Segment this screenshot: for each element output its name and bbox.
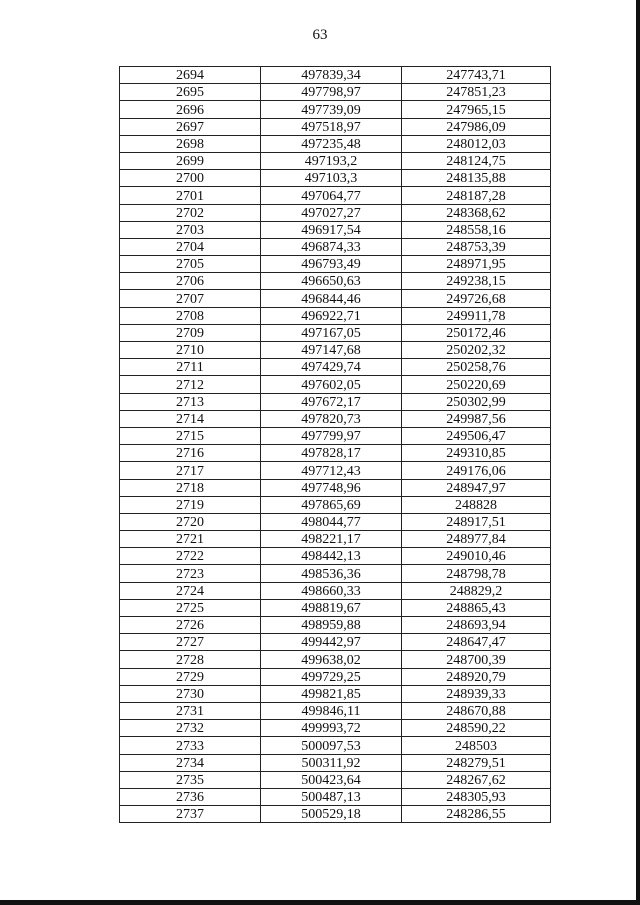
point-number-cell: 2697 <box>120 118 261 135</box>
x-coordinate-cell: 497748,96 <box>261 479 402 496</box>
table-row <box>120 702 551 719</box>
x-coordinate-cell: 500529,18 <box>261 806 402 823</box>
table-row <box>120 599 551 616</box>
table-row <box>120 118 551 135</box>
point-number-cell: 2721 <box>120 531 261 548</box>
y-coordinate-cell: 248917,51 <box>402 513 551 530</box>
table-row <box>120 290 551 307</box>
x-coordinate-cell: 499729,25 <box>261 668 402 685</box>
point-number-cell: 2728 <box>120 651 261 668</box>
y-coordinate-cell: 249911,78 <box>402 307 551 324</box>
table-row <box>120 135 551 152</box>
x-coordinate-cell: 499846,11 <box>261 702 402 719</box>
x-coordinate-cell: 498044,77 <box>261 513 402 530</box>
table-row <box>120 410 551 427</box>
table-row <box>120 445 551 462</box>
y-coordinate-cell: 248279,51 <box>402 754 551 771</box>
point-number-cell: 2718 <box>120 479 261 496</box>
point-number-cell: 2696 <box>120 101 261 118</box>
point-number-cell: 2731 <box>120 702 261 719</box>
table-row <box>120 101 551 118</box>
y-coordinate-cell: 248187,28 <box>402 187 551 204</box>
y-coordinate-cell: 248829,2 <box>402 582 551 599</box>
point-number-cell: 2701 <box>120 187 261 204</box>
table-row <box>120 479 551 496</box>
x-coordinate-cell: 497602,05 <box>261 376 402 393</box>
x-coordinate-cell: 496874,33 <box>261 238 402 255</box>
x-coordinate-cell: 498819,67 <box>261 599 402 616</box>
point-number-cell: 2727 <box>120 634 261 651</box>
point-number-cell: 2700 <box>120 170 261 187</box>
coordinates-table-body <box>120 67 551 823</box>
table-row <box>120 754 551 771</box>
y-coordinate-cell: 249506,47 <box>402 427 551 444</box>
x-coordinate-cell: 497828,17 <box>261 445 402 462</box>
point-number-cell: 2706 <box>120 273 261 290</box>
x-coordinate-cell: 497064,77 <box>261 187 402 204</box>
y-coordinate-cell: 249726,68 <box>402 290 551 307</box>
table-row <box>120 307 551 324</box>
x-coordinate-cell: 497167,05 <box>261 324 402 341</box>
table-row <box>120 221 551 238</box>
table-row <box>120 685 551 702</box>
point-number-cell: 2694 <box>120 67 261 84</box>
point-number-cell: 2732 <box>120 720 261 737</box>
x-coordinate-cell: 499821,85 <box>261 685 402 702</box>
table-row <box>120 84 551 101</box>
y-coordinate-cell: 250302,99 <box>402 393 551 410</box>
table-row <box>120 393 551 410</box>
point-number-cell: 2716 <box>120 445 261 462</box>
point-number-cell: 2733 <box>120 737 261 754</box>
x-coordinate-cell: 497103,3 <box>261 170 402 187</box>
table-row <box>120 496 551 513</box>
x-coordinate-cell: 497672,17 <box>261 393 402 410</box>
table-row <box>120 170 551 187</box>
x-coordinate-cell: 497518,97 <box>261 118 402 135</box>
point-number-cell: 2707 <box>120 290 261 307</box>
y-coordinate-cell: 248012,03 <box>402 135 551 152</box>
y-coordinate-cell: 249010,46 <box>402 548 551 565</box>
x-coordinate-cell: 498536,36 <box>261 565 402 582</box>
table-row <box>120 513 551 530</box>
table-row <box>120 617 551 634</box>
y-coordinate-cell: 248305,93 <box>402 788 551 805</box>
y-coordinate-cell: 248558,16 <box>402 221 551 238</box>
y-coordinate-cell: 249238,15 <box>402 273 551 290</box>
point-number-cell: 2710 <box>120 342 261 359</box>
y-coordinate-cell: 248700,39 <box>402 651 551 668</box>
x-coordinate-cell: 496844,46 <box>261 290 402 307</box>
table-row <box>120 737 551 754</box>
table-row <box>120 668 551 685</box>
point-number-cell: 2704 <box>120 238 261 255</box>
x-coordinate-cell: 497739,09 <box>261 101 402 118</box>
x-coordinate-cell: 498442,13 <box>261 548 402 565</box>
table-row <box>120 565 551 582</box>
x-coordinate-cell: 500487,13 <box>261 788 402 805</box>
y-coordinate-cell: 248798,78 <box>402 565 551 582</box>
coordinates-table <box>119 66 551 823</box>
x-coordinate-cell: 500423,64 <box>261 771 402 788</box>
scan-edge-bottom <box>0 900 640 905</box>
y-coordinate-cell: 250172,46 <box>402 324 551 341</box>
point-number-cell: 2723 <box>120 565 261 582</box>
point-number-cell: 2735 <box>120 771 261 788</box>
y-coordinate-cell: 250202,32 <box>402 342 551 359</box>
point-number-cell: 2719 <box>120 496 261 513</box>
point-number-cell: 2708 <box>120 307 261 324</box>
table-row <box>120 152 551 169</box>
x-coordinate-cell: 497839,34 <box>261 67 402 84</box>
y-coordinate-cell: 248670,88 <box>402 702 551 719</box>
x-coordinate-cell: 497027,27 <box>261 204 402 221</box>
table-row <box>120 376 551 393</box>
y-coordinate-cell: 248920,79 <box>402 668 551 685</box>
x-coordinate-cell: 496793,49 <box>261 256 402 273</box>
point-number-cell: 2717 <box>120 462 261 479</box>
x-coordinate-cell: 497193,2 <box>261 152 402 169</box>
point-number-cell: 2722 <box>120 548 261 565</box>
point-number-cell: 2714 <box>120 410 261 427</box>
x-coordinate-cell: 497820,73 <box>261 410 402 427</box>
x-coordinate-cell: 497235,48 <box>261 135 402 152</box>
x-coordinate-cell: 499442,97 <box>261 634 402 651</box>
x-coordinate-cell: 498959,88 <box>261 617 402 634</box>
table-row <box>120 582 551 599</box>
y-coordinate-cell: 248971,95 <box>402 256 551 273</box>
point-number-cell: 2695 <box>120 84 261 101</box>
x-coordinate-cell: 500311,92 <box>261 754 402 771</box>
table-row <box>120 771 551 788</box>
x-coordinate-cell: 497798,97 <box>261 84 402 101</box>
point-number-cell: 2713 <box>120 393 261 410</box>
y-coordinate-cell: 248947,97 <box>402 479 551 496</box>
point-number-cell: 2712 <box>120 376 261 393</box>
y-coordinate-cell: 247965,15 <box>402 101 551 118</box>
table-row <box>120 634 551 651</box>
x-coordinate-cell: 498660,33 <box>261 582 402 599</box>
point-number-cell: 2702 <box>120 204 261 221</box>
table-row <box>120 806 551 823</box>
table-row <box>120 359 551 376</box>
table-row <box>120 342 551 359</box>
point-number-cell: 2725 <box>120 599 261 616</box>
y-coordinate-cell: 247986,09 <box>402 118 551 135</box>
table-row <box>120 720 551 737</box>
table-row <box>120 788 551 805</box>
y-coordinate-cell: 249176,06 <box>402 462 551 479</box>
y-coordinate-cell: 249987,56 <box>402 410 551 427</box>
x-coordinate-cell: 497147,68 <box>261 342 402 359</box>
point-number-cell: 2715 <box>120 427 261 444</box>
table-row <box>120 651 551 668</box>
x-coordinate-cell: 500097,53 <box>261 737 402 754</box>
point-number-cell: 2720 <box>120 513 261 530</box>
table-row <box>120 324 551 341</box>
point-number-cell: 2698 <box>120 135 261 152</box>
x-coordinate-cell: 497865,69 <box>261 496 402 513</box>
y-coordinate-cell: 248368,62 <box>402 204 551 221</box>
table-row <box>120 256 551 273</box>
x-coordinate-cell: 496917,54 <box>261 221 402 238</box>
point-number-cell: 2724 <box>120 582 261 599</box>
y-coordinate-cell: 248267,62 <box>402 771 551 788</box>
y-coordinate-cell: 250258,76 <box>402 359 551 376</box>
table-row <box>120 548 551 565</box>
point-number-cell: 2726 <box>120 617 261 634</box>
table-row <box>120 273 551 290</box>
y-coordinate-cell: 248647,47 <box>402 634 551 651</box>
y-coordinate-cell: 248753,39 <box>402 238 551 255</box>
table-row <box>120 238 551 255</box>
y-coordinate-cell: 249310,85 <box>402 445 551 462</box>
y-coordinate-cell: 247851,23 <box>402 84 551 101</box>
point-number-cell: 2729 <box>120 668 261 685</box>
y-coordinate-cell: 248590,22 <box>402 720 551 737</box>
table-row <box>120 204 551 221</box>
point-number-cell: 2709 <box>120 324 261 341</box>
point-number-cell: 2737 <box>120 806 261 823</box>
point-number-cell: 2699 <box>120 152 261 169</box>
point-number-cell: 2730 <box>120 685 261 702</box>
y-coordinate-cell: 248939,33 <box>402 685 551 702</box>
x-coordinate-cell: 497429,74 <box>261 359 402 376</box>
point-number-cell: 2734 <box>120 754 261 771</box>
x-coordinate-cell: 497712,43 <box>261 462 402 479</box>
table-row <box>120 531 551 548</box>
point-number-cell: 2711 <box>120 359 261 376</box>
x-coordinate-cell: 498221,17 <box>261 531 402 548</box>
y-coordinate-cell: 248977,84 <box>402 531 551 548</box>
table-row <box>120 462 551 479</box>
point-number-cell: 2703 <box>120 221 261 238</box>
y-coordinate-cell: 250220,69 <box>402 376 551 393</box>
y-coordinate-cell: 248124,75 <box>402 152 551 169</box>
y-coordinate-cell: 248286,55 <box>402 806 551 823</box>
table-row <box>120 187 551 204</box>
y-coordinate-cell: 247743,71 <box>402 67 551 84</box>
scan-edge-right <box>636 0 640 905</box>
y-coordinate-cell: 248828 <box>402 496 551 513</box>
y-coordinate-cell: 248865,43 <box>402 599 551 616</box>
page-number: 63 <box>312 27 328 43</box>
point-number-cell: 2736 <box>120 788 261 805</box>
table-row <box>120 427 551 444</box>
y-coordinate-cell: 248693,94 <box>402 617 551 634</box>
table-row <box>120 67 551 84</box>
point-number-cell: 2705 <box>120 256 261 273</box>
x-coordinate-cell: 496650,63 <box>261 273 402 290</box>
x-coordinate-cell: 496922,71 <box>261 307 402 324</box>
y-coordinate-cell: 248503 <box>402 737 551 754</box>
x-coordinate-cell: 499993,72 <box>261 720 402 737</box>
x-coordinate-cell: 497799,97 <box>261 427 402 444</box>
y-coordinate-cell: 248135,88 <box>402 170 551 187</box>
x-coordinate-cell: 499638,02 <box>261 651 402 668</box>
